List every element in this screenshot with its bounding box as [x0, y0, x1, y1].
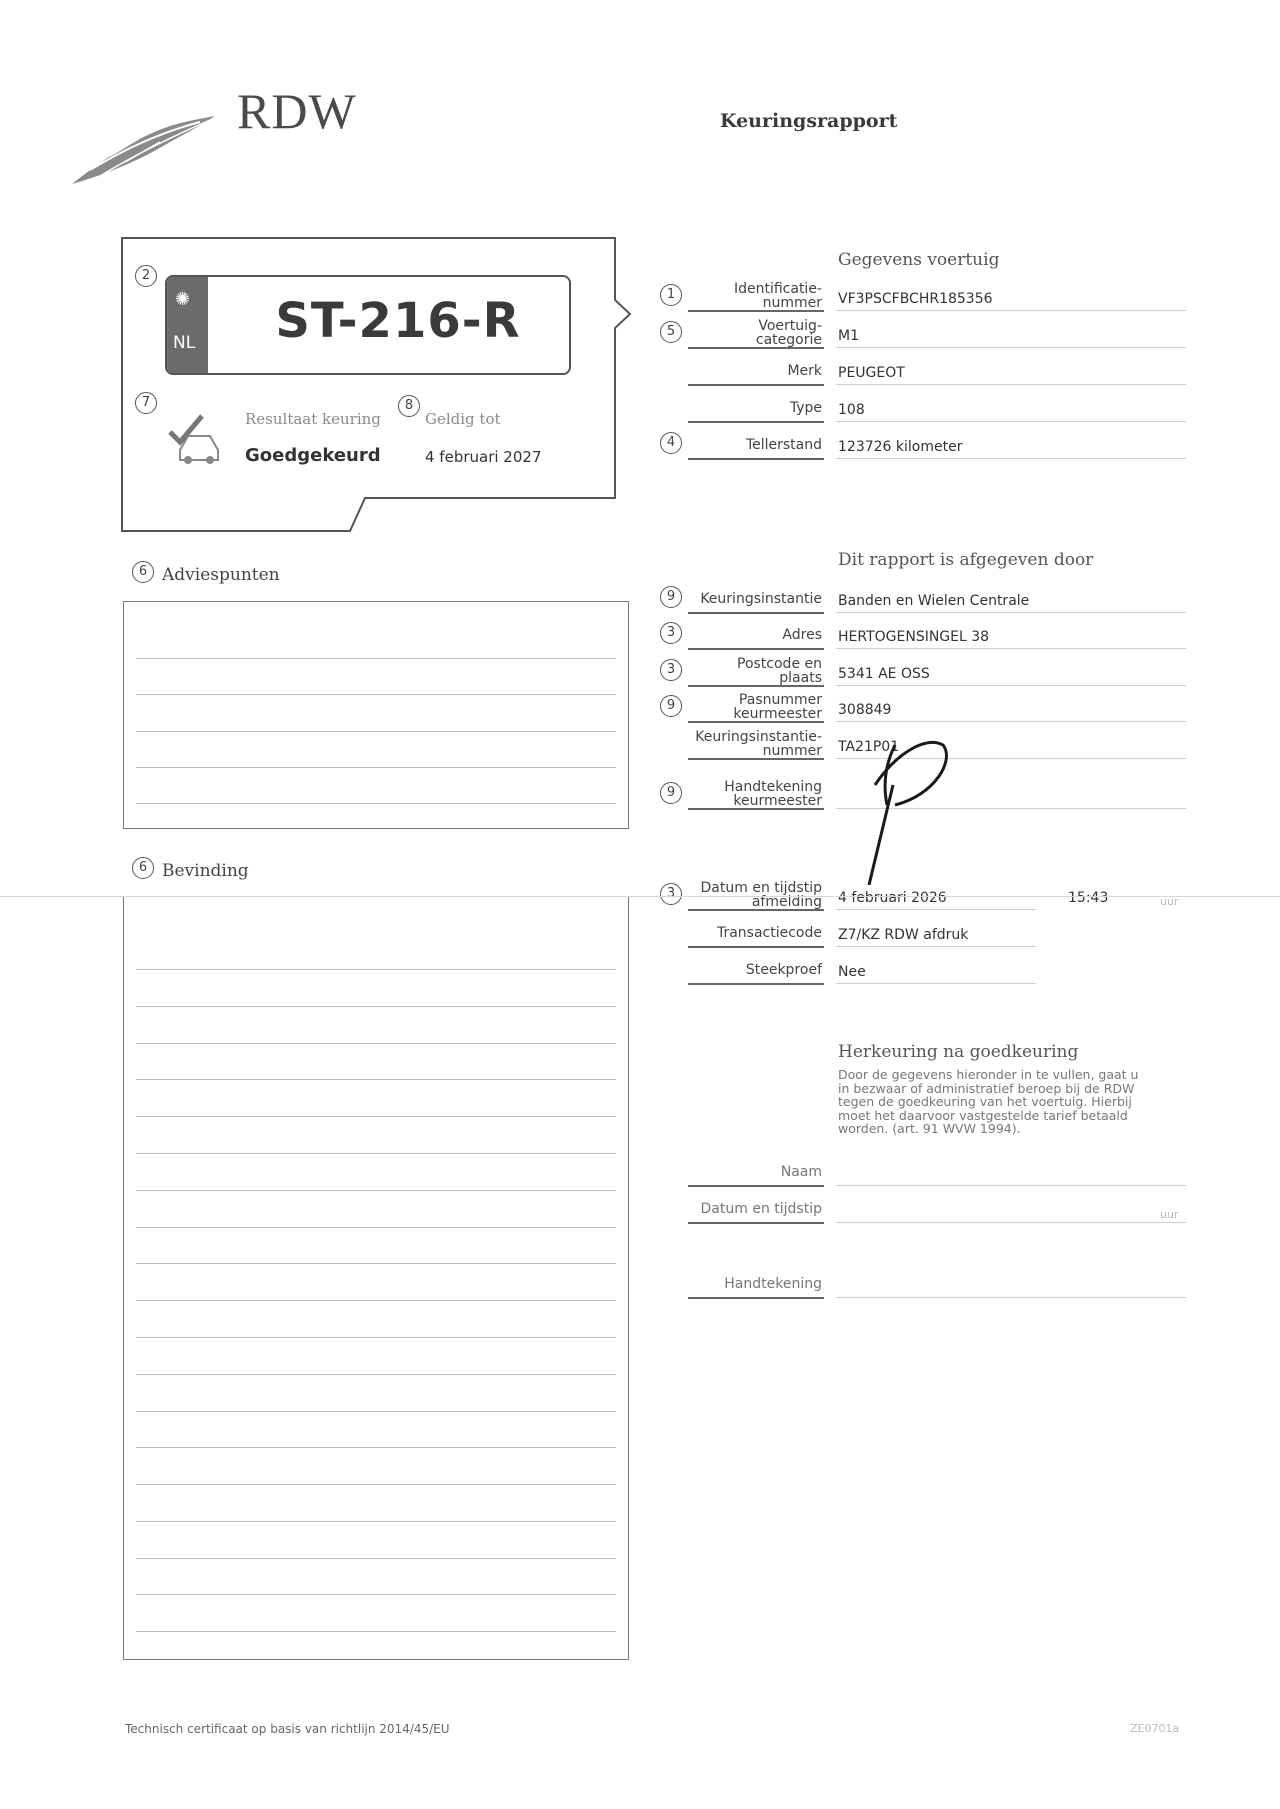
advice-title: Adviespunten	[162, 565, 280, 585]
field-label: Type	[789, 400, 822, 416]
value-underline	[836, 1297, 1186, 1298]
field-value: 108	[838, 402, 865, 418]
marker-valid: 8	[398, 395, 420, 417]
valid-until-label: Geldig tot	[425, 410, 501, 428]
value-underline	[836, 384, 1186, 385]
value-underline	[836, 946, 1036, 947]
field-marker: 3	[660, 883, 682, 905]
field-label: Keuringsinstantie	[700, 591, 822, 607]
eu-stars-icon: ✺	[175, 289, 191, 310]
issuer-section-title: Dit rapport is afgegeven door	[838, 550, 1094, 570]
value-underline	[836, 458, 1186, 459]
label-underline	[688, 721, 824, 723]
field-marker: 3	[660, 622, 682, 644]
brand-name: RDW	[237, 83, 357, 139]
field-time: 15:43	[1068, 890, 1109, 906]
label-underline	[688, 421, 824, 423]
field-marker: 5	[660, 321, 682, 343]
field-value: 123726 kilometer	[838, 439, 963, 455]
value-underline	[836, 685, 1186, 686]
form-code: ZE0701a	[1130, 1722, 1180, 1735]
rdw-logo-icon	[70, 112, 220, 188]
signature-scribble	[855, 725, 965, 885]
label-underline	[688, 384, 824, 386]
field-marker: 1	[660, 284, 682, 306]
field-label: Adres	[782, 627, 822, 643]
vehicle-section-title: Gegevens voertuig	[838, 250, 1000, 270]
label-underline	[688, 347, 824, 349]
field-value: Nee	[838, 964, 866, 980]
field-marker: 9	[660, 782, 682, 804]
label-underline	[688, 458, 824, 460]
valid-until-value: 4 februari 2027	[425, 448, 542, 466]
field-label: Steekproef	[745, 962, 822, 978]
label-underline	[688, 612, 824, 614]
field-label: Postcode en plaats	[737, 656, 822, 686]
field-value: PEUGEOT	[838, 365, 905, 381]
value-underline	[836, 310, 1186, 311]
value-underline	[836, 721, 1186, 722]
label-underline	[688, 685, 824, 687]
plate-registration: ST-216-R	[275, 293, 521, 349]
field-value: VF3PSCFBCHR185356	[838, 291, 993, 307]
field-value: HERTOGENSINGEL 38	[838, 629, 990, 645]
field-value: 5341 AE OSS	[838, 666, 930, 682]
field-marker: 9	[660, 586, 682, 608]
value-underline	[836, 612, 1186, 613]
footer-text: Technisch certificaat op basis van richtlijn 2014/45/EU	[125, 1722, 450, 1736]
field-label: Transactiecode	[716, 925, 822, 941]
label-underline	[688, 808, 824, 810]
field-label: Naam	[780, 1164, 822, 1180]
paper-fold	[0, 896, 1280, 897]
advice-box	[123, 601, 629, 829]
field-label: Identificatie- nummer	[733, 281, 822, 311]
field-label: Pasnummer keurmeester	[733, 692, 822, 722]
field-marker: 4	[660, 432, 682, 454]
field-value: 4 februari 2026	[838, 890, 947, 906]
label-underline	[688, 758, 824, 760]
label-underline	[688, 1185, 824, 1187]
marker-plate: 2	[135, 265, 157, 287]
value-underline	[836, 909, 1036, 910]
label-underline	[688, 983, 824, 985]
label-underline	[688, 946, 824, 948]
value-underline	[836, 1185, 1186, 1186]
field-label: Tellerstand	[745, 437, 822, 453]
field-label: Voertuig- categorie	[755, 318, 822, 348]
value-underline	[836, 648, 1186, 649]
marker-result: 7	[135, 392, 157, 414]
findings-title: Bevinding	[162, 861, 249, 881]
field-label: Datum en tijdstip	[700, 1201, 822, 1217]
field-marker: 3	[660, 659, 682, 681]
findings-box	[123, 896, 629, 1660]
value-underline	[836, 1222, 1186, 1223]
field-value: TA21P01	[838, 739, 900, 755]
field-label: Handtekening keurmeester	[724, 779, 822, 809]
value-underline	[836, 347, 1186, 348]
reinspection-text: Door de gegevens hieronder in te vullen, gaat u in bezwaar of administratief beroep bij de RDW tegen de goedkeuring van het voertuig. Hierbij moet het daarvoor vastgestelde tarief betaald worden. (art. 91 WVW 1994).	[838, 1067, 1139, 1136]
field-label: Handtekening	[724, 1276, 822, 1292]
field-label: Datum en tijdstip afmelding	[700, 880, 822, 910]
field-label: Keuringsinstantie- nummer	[695, 729, 822, 759]
marker-advice: 6	[132, 561, 154, 583]
field-marker: 9	[660, 695, 682, 717]
field-value: Z7/KZ RDW afdruk	[838, 927, 969, 943]
field-unit: uur	[1160, 1208, 1179, 1221]
field-unit: uur	[1160, 895, 1179, 908]
field-value: M1	[838, 328, 859, 344]
field-value: Banden en Wielen Centrale	[838, 593, 1030, 609]
license-plate	[165, 275, 571, 375]
reinspection-title: Herkeuring na goedkeuring	[838, 1042, 1079, 1062]
result-label: Resultaat keuring	[245, 410, 381, 428]
field-label: Merk	[787, 363, 822, 379]
label-underline	[688, 909, 824, 911]
value-underline	[836, 983, 1036, 984]
label-underline	[688, 310, 824, 312]
label-underline	[688, 1297, 824, 1299]
plate-country: NL	[173, 333, 196, 353]
approved-car-icon	[166, 410, 230, 466]
document-title: Keuringsrapport	[720, 110, 898, 132]
marker-findings: 6	[132, 857, 154, 879]
field-value: 308849	[838, 702, 892, 718]
result-value: Goedgekeurd	[245, 445, 381, 466]
label-underline	[688, 1222, 824, 1224]
label-underline	[688, 648, 824, 650]
value-underline	[836, 421, 1186, 422]
